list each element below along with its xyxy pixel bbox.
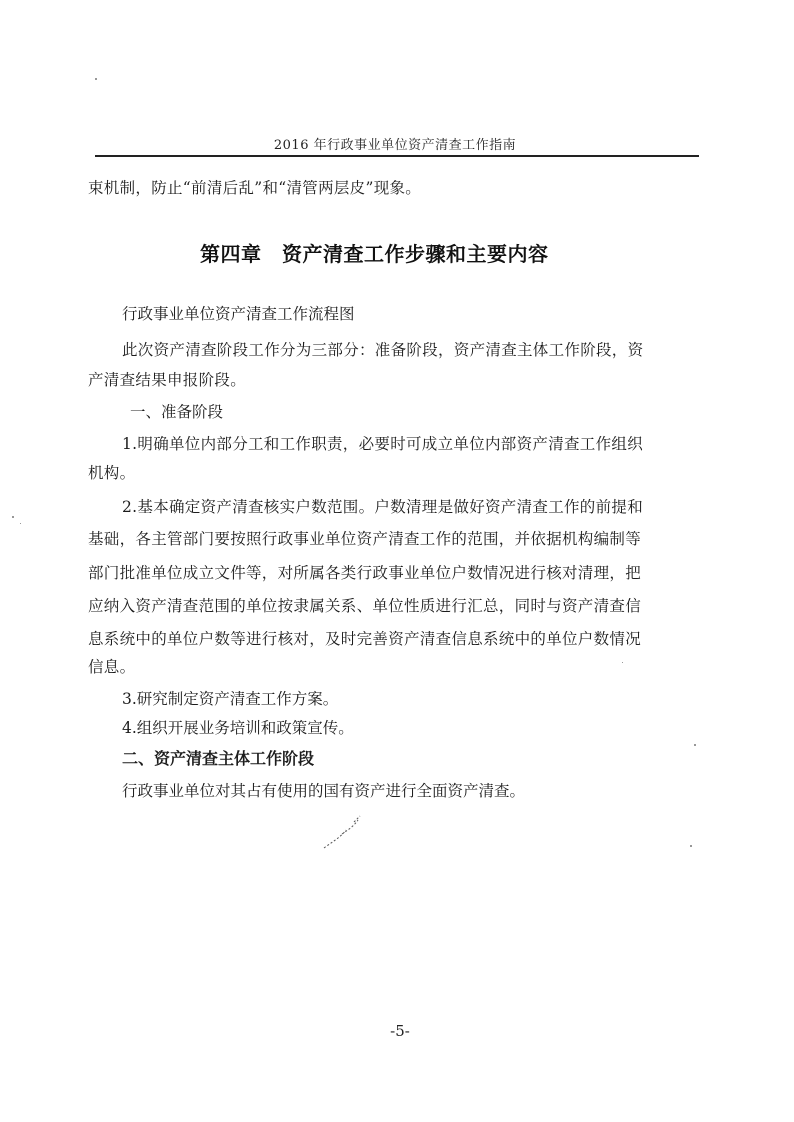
page-number: -5-: [390, 1022, 410, 1040]
item-3: 3.研究制定资产清查工作方案。: [122, 690, 339, 708]
item-2-line: 基础，各主管部门要按照行政事业单位资产清查工作的范围，并依据机构编制等: [88, 530, 642, 548]
section-heading-preparation: 一、准备阶段: [130, 403, 224, 421]
scan-speck: [694, 744, 696, 746]
item-4: 4.组织开展业务培训和政策宣传。: [122, 719, 354, 737]
section-2-text: 行政事业单位对其占有使用的国有资产进行全面资产清查。: [122, 782, 526, 800]
item-2-line: 2.基本确定资产清查核实户数范围。户数清理是做好资产清查工作的前提和: [122, 498, 643, 516]
scan-speck: [690, 845, 692, 847]
item-2-line: 应纳入资产清查范围的单位按隶属关系、单位性质进行汇总，同时与资产清查信: [88, 597, 642, 615]
item-1-line: 1.明确单位内部分工和工作职责，必要时可成立单位内部资产清查工作组织: [122, 435, 643, 453]
item-2-line: 部门批准单位成立文件等，对所属各类行政事业单位户数情况进行核对清理，把: [88, 564, 642, 582]
continuation-line: 束机制，防止“前清后乱”和“清管两层皮”现象。: [88, 179, 422, 197]
section-heading-main-stage: 二、资产清查主体工作阶段: [122, 749, 315, 768]
intro-paragraph-line: 产清查结果申报阶段。: [88, 371, 247, 389]
flowchart-caption: 行政事业单位资产清查工作流程图: [122, 305, 355, 323]
scan-speck: [12, 516, 14, 518]
scan-speck: [20, 523, 21, 524]
scan-speck: [622, 662, 623, 663]
item-2-line: 息系统中的单位户数等进行核对，及时完善资产清查信息系统中的单位户数情况: [88, 630, 642, 648]
scan-speck: [95, 78, 97, 80]
intro-paragraph-line: 此次资产清查阶段工作分为三部分：准备阶段，资产清查主体工作阶段，资: [122, 341, 644, 359]
scan-mark: [322, 812, 372, 852]
running-header: 2016 年行政事业单位资产清查工作指南: [273, 138, 517, 153]
chapter-title: 第四章 资产清查工作步骤和主要内容: [200, 242, 549, 266]
header-rule: [95, 155, 699, 157]
item-2-line: 信息。: [88, 658, 136, 676]
item-1-line: 机构。: [88, 464, 136, 482]
